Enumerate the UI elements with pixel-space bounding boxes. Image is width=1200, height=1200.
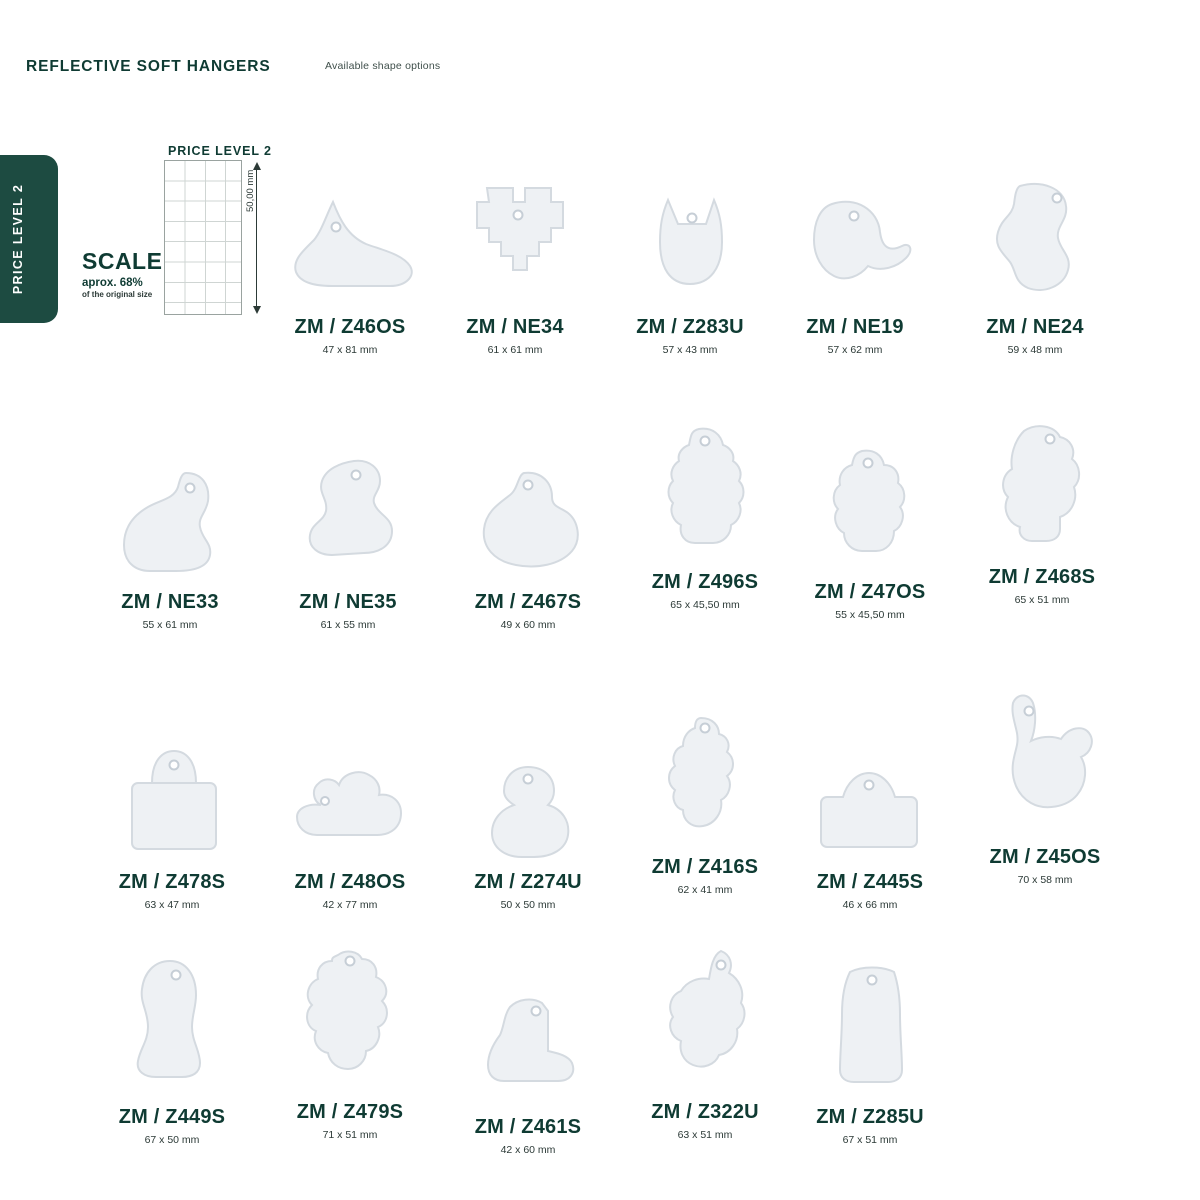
list-item[interactable] [755,160,955,356]
scale-approx: aprox. 68% [82,277,143,289]
item-dims: 55 x 45,50 mm [835,609,905,621]
list-item[interactable] [770,950,970,1146]
price-level-tab-label: PRICE LEVEL 2 [11,183,25,295]
item-dims: 61 x 61 mm [487,344,543,356]
item-code: ZM / NE33 [121,591,219,613]
item-dims: 67 x 50 mm [144,1134,200,1146]
item-dims: 62 x 41 mm [677,884,733,896]
shape-cloud [250,715,450,865]
price-level-heading: PRICE LEVEL 2 [168,144,272,158]
item-code: ZM / NE34 [466,316,564,338]
shape-bunny-sit [70,435,270,585]
list-item[interactable] [415,160,615,356]
item-dims: 61 x 55 mm [320,619,376,631]
item-code: ZM / Z445S [816,871,924,893]
item-code: ZM / Z478S [118,871,226,893]
list-item[interactable] [70,435,270,631]
item-dims: 42 x 77 mm [322,899,378,911]
shape-bear-toy [250,945,450,1095]
shape-pixel-heart [415,160,615,310]
shape-dog-stand [942,410,1142,560]
item-dims: 71 x 51 mm [322,1129,378,1141]
item-code: ZM / Z449S [118,1106,226,1128]
item-dims: 46 x 66 mm [842,899,898,911]
list-item[interactable] [770,425,970,621]
list-item[interactable] [935,160,1135,356]
list-item[interactable] [428,435,628,631]
item-code: ZM / Z479S [296,1101,404,1123]
list-item[interactable] [428,960,628,1156]
item-code: ZM / Z46OS [294,316,406,338]
list-item[interactable] [428,715,628,911]
item-dims: 63 x 51 mm [677,1129,733,1141]
item-dims: 47 x 81 mm [322,344,378,356]
scale-ruler-label: 50,00 mm [245,169,256,212]
item-code: ZM / Z47OS [814,581,926,603]
page-subtitle: Available shape options [325,60,441,72]
item-dims: 59 x 48 mm [1007,344,1063,356]
shape-snowman [428,715,628,865]
shape-bag [72,715,272,865]
item-code: ZM / Z468S [988,566,1096,588]
item-code: ZM / Z322U [651,1101,759,1123]
shape-bear-stand [770,425,970,575]
list-item[interactable] [248,435,448,631]
item-dims: 70 x 58 mm [1017,874,1073,886]
item-code: ZM / Z416S [651,856,759,878]
shape-ghost [755,160,955,310]
shape-house [770,715,970,865]
item-dims: 65 x 51 mm [1014,594,1070,606]
shape-rabbit-ears [945,690,1145,840]
item-code: ZM / Z274U [474,871,582,893]
list-item[interactable] [72,950,272,1146]
list-item[interactable] [250,945,450,1141]
shape-mouse [428,435,628,585]
item-code: ZM / Z496S [651,571,759,593]
item-code: ZM / Z45OS [989,846,1101,868]
list-item[interactable] [250,715,450,911]
item-dims: 57 x 62 mm [827,344,883,356]
shape-penguin [72,950,272,1100]
list-item[interactable] [770,715,970,911]
item-dims: 67 x 51 mm [842,1134,898,1146]
item-code: ZM / NE24 [986,316,1084,338]
item-code: ZM / Z48OS [294,871,406,893]
scale-note: of the original size [82,290,153,299]
shape-gravestone [770,950,970,1100]
list-item[interactable] [945,690,1145,886]
page-title: REFLECTIVE SOFT HANGERS [26,58,271,75]
item-code: ZM / NE19 [806,316,904,338]
list-item[interactable] [72,715,272,911]
item-code: ZM / Z283U [636,316,744,338]
item-code: ZM / Z285U [816,1106,924,1128]
item-dims: 65 x 45,50 mm [670,599,740,611]
item-dims: 57 x 43 mm [662,344,718,356]
item-code: ZM / Z461S [474,1116,582,1138]
item-dims: 50 x 50 mm [500,899,556,911]
shape-boot [428,960,628,1110]
list-item[interactable] [942,410,1142,606]
item-dims: 42 x 60 mm [500,1144,556,1156]
item-dims: 55 x 61 mm [142,619,198,631]
shape-squirrel [248,435,448,585]
scale-word: SCALE [82,248,163,274]
item-code: ZM / NE35 [299,591,397,613]
item-dims: 63 x 47 mm [144,899,200,911]
item-code: ZM / Z467S [474,591,582,613]
item-dims: 49 x 60 mm [500,619,556,631]
shape-blob [935,160,1135,310]
